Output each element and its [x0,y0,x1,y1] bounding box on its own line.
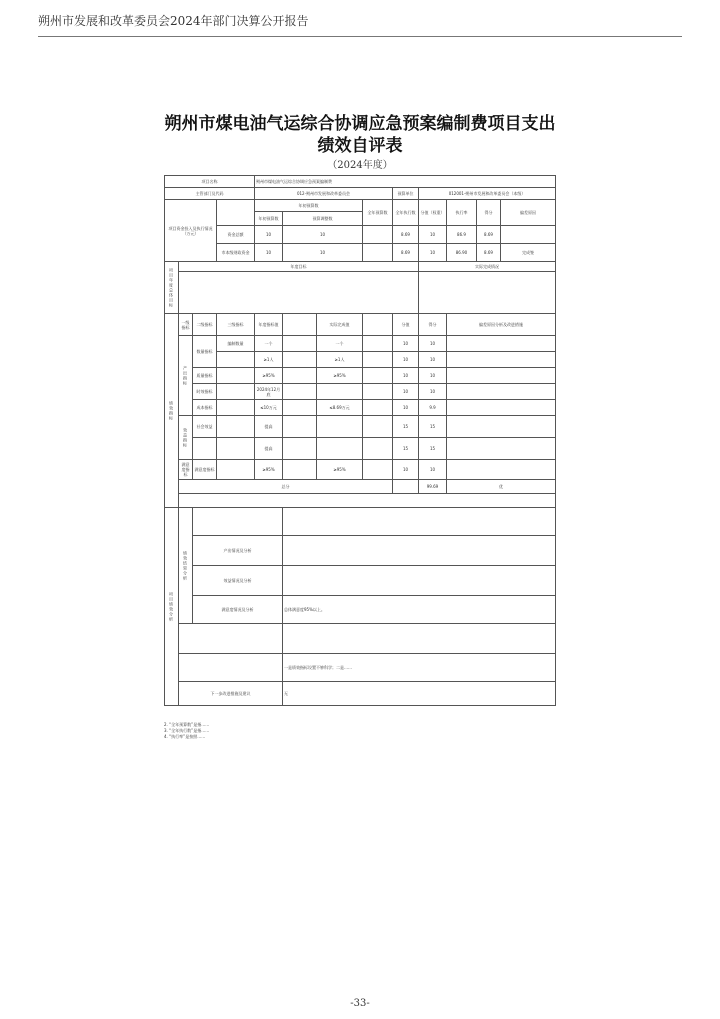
analysis-text [283,508,556,536]
label-budget-adjust: 全年预算数 [363,200,393,226]
analysis-label: 下一步改进措施及建议 [179,682,283,706]
fund-label: 资金总额 [217,226,255,244]
analysis-text [283,624,556,654]
analysis-text: 总体满意度95%以上。 [283,596,556,624]
indicator-score: 10 [419,336,447,352]
indicator-actual [317,438,363,460]
indicator-target: ≤10万元 [255,400,283,416]
indicator-l2 [193,438,217,460]
indicator-actual [317,416,363,438]
table-notes [164,722,555,740]
indicator-note [447,352,556,368]
goal-expected [179,272,419,314]
indicator-actual: 一个 [317,336,363,352]
total-grade: 优 [447,480,556,494]
fund-reason [501,226,556,244]
label-analysis [165,508,179,706]
running-header: 朔州市发展和改革委员会2024年部门决算公开报告 [38,14,309,28]
fund-weight: 10 [419,244,447,262]
label-perf [165,314,179,508]
indicator-row [165,384,556,400]
indicator-weight: 10 [393,352,419,368]
indicator-target: ≥95% [255,368,283,384]
label-annual-budget: 年初预算数 [255,200,363,212]
analysis-label [179,654,283,682]
indicator-row [165,400,556,416]
indicator-row [165,336,556,352]
analysis-label [193,508,283,536]
indicator-row [165,460,556,480]
indicator-score: 10 [419,352,447,368]
indicator-blank [363,352,393,368]
indicator-target: 提高 [255,416,283,438]
analysis-row [165,596,556,624]
indicator-weight: 15 [393,416,419,438]
fund-reason: 完成签 [501,244,556,262]
indicator-target: ≥95% [255,460,283,480]
indicator-l2: 满意度指标 [193,460,217,480]
indicator-target: ≥1人 [255,352,283,368]
indicator-l3 [217,384,255,400]
indicator-extra [283,352,317,368]
project-name: 朔州市煤电油气运综合协调应急预案编制费 [255,176,556,188]
label-satisfaction: 满意度指标 [179,460,193,480]
label-effect [179,416,193,460]
indicator-target: 2024年12月底 [255,384,283,400]
analysis-row [165,566,556,596]
note-line: 2. “全年预算数”是指…… [164,722,210,727]
analysis-row [165,654,556,682]
analysis-label: 效益情况及分析 [193,566,283,596]
page-number: -33- [350,998,370,1009]
indicator-extra [283,438,317,460]
indicator-l3 [217,368,255,384]
analysis-row [165,508,556,536]
sub-head-adjust: 预算调整数 [283,212,363,226]
indicator-target: 提高 [255,438,283,460]
indicator-l3 [217,352,255,368]
sub-head-start: 年初预算数 [255,212,283,226]
title-line-1: 朔州市煤电油气运综合协调应急预案编制费项目支出 [164,114,556,134]
label-target-blank [283,314,317,336]
fund-weight: 10 [419,226,447,244]
indicator-score: 15 [419,416,447,438]
label-impl-unit: 预算单位 [393,188,419,200]
label-annual-target: 年度指标值 [255,314,283,336]
fund-exec: 8.69 [393,226,419,244]
indicator-blank [363,384,393,400]
fund-start: 10 [255,244,283,262]
goal-actual [419,272,556,314]
fund-rate: 86.9 [447,226,477,244]
indicator-extra [283,368,317,384]
fund-adjust: 10 [283,226,363,244]
indicator-extra [283,400,317,416]
goal-vertical: 项目年度总体目标 [169,267,174,308]
indicator-l2: 时效指标 [193,384,217,400]
indicator-weight: 10 [393,400,419,416]
indicator-extra [283,416,317,438]
year-note: （2024年度） [327,160,393,171]
indicator-score: 15 [419,438,447,460]
indicator-l3 [217,460,255,480]
indicator-row [165,438,556,460]
label-actual: 实际完成情况 [419,262,556,272]
indicator-note [447,416,556,438]
fund-exec: 8.69 [393,244,419,262]
indicator-blank [363,460,393,480]
indicator-l2: 社会效益 [193,416,217,438]
indicator-actual: ≥95% [317,368,363,384]
indicator-actual: ≤8.69万元 [317,400,363,416]
indicator-l3 [217,416,255,438]
indicator-note [447,336,556,352]
label-deviation-blank [363,314,393,336]
note-line: 3. “全年执行数”是指…… [164,728,210,733]
indicator-note [447,384,556,400]
indicator-weight: 10 [393,336,419,352]
analysis-row [165,536,556,566]
analysis-text [283,536,556,566]
indicator-row [165,416,556,438]
indicator-blank [363,416,393,438]
analysis-text [283,566,556,596]
indicator-note [447,438,556,460]
label-expected: 年度目标 [179,262,419,272]
label-deviation: 偏差原因 [501,200,556,226]
indicator-weight: 15 [393,438,419,460]
indicator-extra [283,460,317,480]
fund-score: 8.69 [477,244,501,262]
fund-adjust-total [363,244,393,262]
label-dept: 主管部门及代码 [165,188,255,200]
indicator-weight: 10 [393,368,419,384]
analysis-text: 无 [283,682,556,706]
spacer-row [179,494,556,508]
label-score: 得分 [477,200,501,226]
analysis-row [165,624,556,654]
analysis-label: 满意度情况及分析 [193,596,283,624]
indicator-score: 10 [419,368,447,384]
note-line: 4. “执行率”是按照…… [164,734,206,739]
document-title [0,113,720,157]
fund-row [165,226,556,244]
fund-adjust: 10 [283,244,363,262]
label-exec: 全年执行数 [393,200,419,226]
label-fund: 项目资金投入及执行情况（万元） [165,200,217,262]
indicator-weight: 10 [393,384,419,400]
indicator-extra [283,384,317,400]
label-project-name: 项目名称 [165,176,255,188]
total-blank [393,480,419,494]
label-sub-analysis [179,508,193,624]
label-output [179,336,193,416]
output-vertical: 产出指标 [183,365,188,386]
indicator-row [165,368,556,384]
evaluation-table [164,175,556,706]
fund-label: 市本级财政资金 [217,244,255,262]
evaluation-table-wrapper [164,175,555,706]
label-level3: 三级指标 [217,314,255,336]
fund-corner [217,200,255,226]
fund-adjust-total [363,226,393,244]
label-weight-col: 分值 [393,314,419,336]
label-score-col: 得分 [419,314,447,336]
label-exec-rate: 执行率 [447,200,477,226]
fund-row [165,244,556,262]
total-score: 99.69 [419,480,447,494]
label-total: 总分 [179,480,393,494]
title-line-2: 绩效自评表 [317,136,403,156]
indicator-note [447,460,556,480]
effect-vertical: 效益指标 [183,427,188,448]
label-actual-value: 实际完成值 [317,314,363,336]
indicator-extra [283,336,317,352]
indicator-blank [363,368,393,384]
impl-unit: 012001-朔州市发展和改革委员会（本级） [419,188,556,200]
indicator-note [447,400,556,416]
indicator-blank [363,438,393,460]
indicator-blank [363,400,393,416]
indicator-target: 一个 [255,336,283,352]
indicator-l3 [217,438,255,460]
analysis-text: 一是绩效指标设置不够科学；二是…… [283,654,556,682]
perf-vertical: 绩效指标 [169,400,174,421]
indicator-blank [363,336,393,352]
fund-score: 8.69 [477,226,501,244]
analysis-vertical: 项目绩效分析 [169,591,174,622]
indicator-l3: 编制数量 [217,336,255,352]
analysis-label: 产出情况及分析 [193,536,283,566]
indicator-score: 10 [419,460,447,480]
fund-start: 10 [255,226,283,244]
indicator-actual: ≥95% [317,460,363,480]
label-weight: 分值（权重） [419,200,447,226]
fund-rate: 86.90 [447,244,477,262]
label-level1: 一级指标 [179,314,193,336]
analysis-row [165,682,556,706]
indicator-score: 9.9 [419,400,447,416]
sub-analysis-vertical: 绩效结果分析 [183,550,188,581]
indicator-l2: 数量指标 [193,336,217,368]
indicator-l2: 质量指标 [193,368,217,384]
indicator-actual: ≥1人 [317,352,363,368]
indicator-actual [317,384,363,400]
label-deviation-reason: 偏差原因分析及改进措施 [447,314,556,336]
indicator-l2: 成本指标 [193,400,217,416]
indicator-score: 10 [419,384,447,400]
indicator-note [447,368,556,384]
header-rule [38,36,682,37]
indicator-row [165,352,556,368]
label-goal [165,262,179,314]
indicator-weight: 10 [393,460,419,480]
dept-code: 012-朔州市发展和改革委员会 [255,188,393,200]
label-level2: 二级指标 [193,314,217,336]
analysis-label [179,624,283,654]
indicator-l3 [217,400,255,416]
